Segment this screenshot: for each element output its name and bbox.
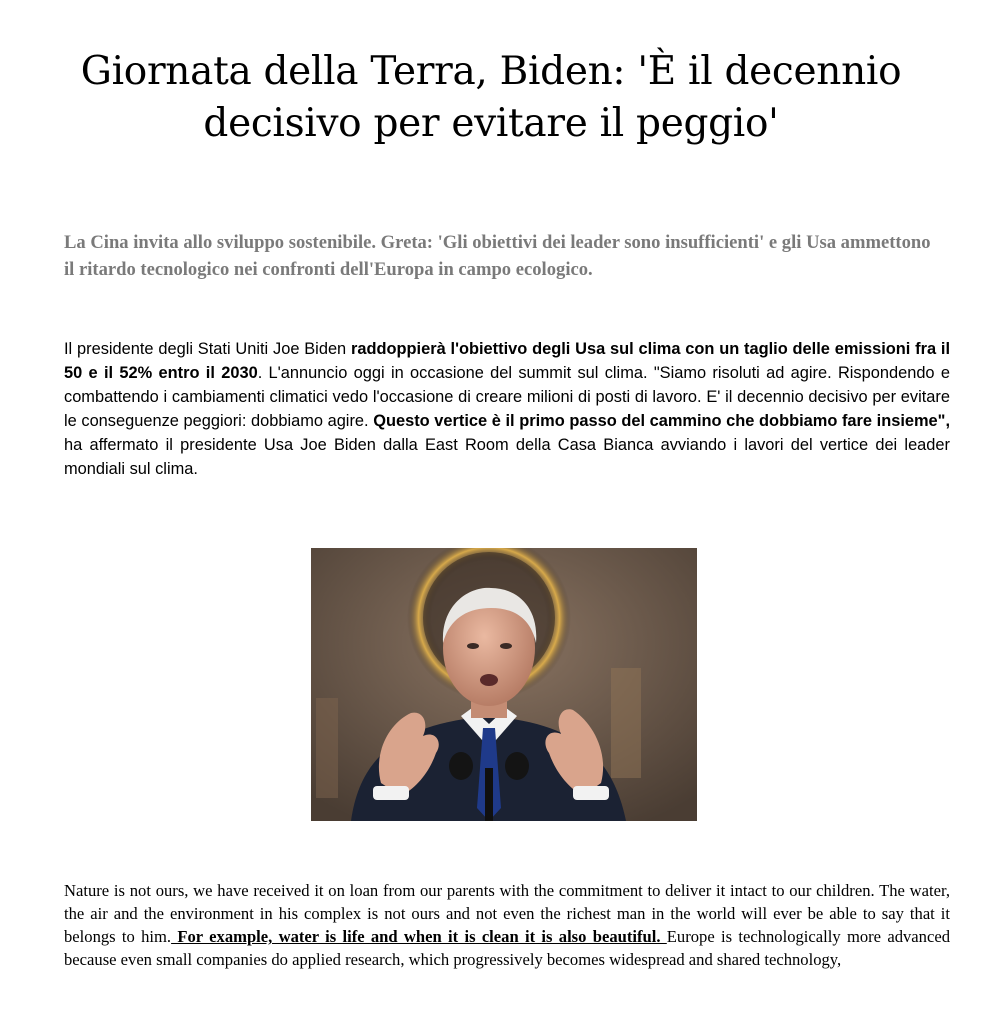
microphone-right bbox=[505, 752, 529, 780]
eye-right bbox=[500, 643, 512, 649]
paragraph-italian-text-3: ha affermato il presidente Usa Joe Biden dalla East Room della Casa Bianca avviando i lavori del vertice dei leader mondiali sul clima. bbox=[64, 436, 950, 478]
speaker-illustration bbox=[311, 548, 697, 821]
paragraph-italian bbox=[64, 337, 950, 481]
cuff-left bbox=[373, 786, 409, 800]
eye-left bbox=[467, 643, 479, 649]
article-photo bbox=[311, 548, 697, 821]
paragraph-italian-text-2: . L'annuncio oggi in occasione del summit sul clima. "Siamo risoluti ad agire. Rispondendo e combattendo i cambiamenti climatici vedo l'occasione di creare milioni di posti di lavoro. E' il decennio decisivo per evitare le conseguenze peggiori: dobbiamo agire. bbox=[64, 364, 950, 430]
paragraph-italian-bold-2: Questo vertice è il primo passo del cammino che dobbiamo fare insieme", bbox=[373, 412, 951, 430]
microphone-stand bbox=[485, 768, 493, 821]
doorway-glow-right bbox=[611, 668, 641, 778]
doorway-glow-left bbox=[316, 698, 338, 798]
paragraph-english-underlined: For example, water is life and when it is clean it is also beautiful. bbox=[171, 927, 667, 946]
article-title bbox=[40, 46, 942, 150]
paragraph-english-text-1: Nature is not ours, we have received it on loan from our parents with the commitment to deliver it intact to our children. The water, the air and the environment in his complex is not ours and not even the richest man in the world will ever be able to say that it belongs to him. bbox=[64, 881, 950, 946]
paragraph-italian-bold-1: raddoppierà l'obiettivo degli Usa sul clima con un taglio delle emissioni fra il 50 e il 52% entro il 2030 bbox=[64, 340, 951, 382]
paragraph-italian-text-1: Il presidente degli Stati Uniti Joe Biden bbox=[64, 340, 351, 358]
article-title-line-1: Giornata della Terra, Biden: 'È il decennio bbox=[80, 49, 902, 94]
paragraph-english bbox=[64, 879, 950, 971]
microphone-left bbox=[449, 752, 473, 780]
paragraph-english-text-2: Europe is technologically more advanced because even small companies do applied research, which progressively becomes widespread and shared technology, bbox=[64, 927, 950, 969]
mouth bbox=[480, 674, 498, 686]
cuff-right bbox=[573, 786, 609, 800]
article-subtitle: La Cina invita allo sviluppo sostenibile. Greta: 'Gli obiettivi dei leader sono insufficienti' e gli Usa ammettono il ritardo tecnologico nei confronti dell'Europa in campo ecologico. bbox=[64, 232, 931, 280]
article-title-line-2: decisivo per evitare il peggio' bbox=[203, 101, 779, 146]
